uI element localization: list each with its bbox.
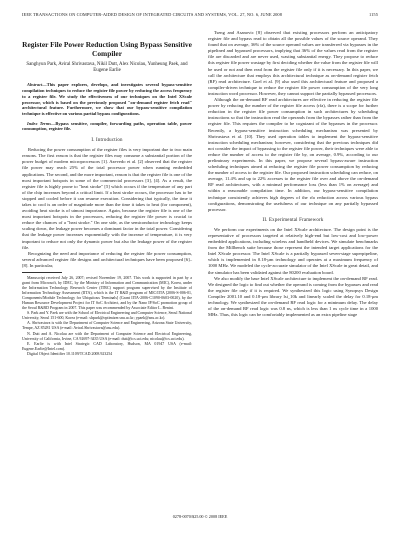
page-number: 1155 [368, 12, 378, 17]
copyright-footer: 0278-0070/$25.00 © 2008 IEEE [172, 514, 228, 519]
experimental-paragraph-1: We perform our experiments on the Intel XScale architecture. The design point is the representative of processors targeted at relatively high-end but low-cost and low-power embedded applications, including wireless and handheld devices. We simulate benchmarks from the Millbench suite because those represent the intended target applications for the Intel XScale processor. The Intel XScale is a partially bypassed seven-stage superpipeline, which is implemented in 0.18-μm technology and operates at a maximum frequency of 1000 MHz. We modeled the cycle-accurate simulator of the Intel XScale in great detail, and the simulator has been validated against the 80200 evaluation board. [208, 226, 378, 275]
journal-name: IEEE TRANSACTIONS ON COMPUTER-AIDED DESIGN OF INTEGRATED CIRCUITS AND SYSTEMS, VOL. 27, NO. 6, JUNE 2008 [22, 12, 283, 17]
section-heading-experimental-framework: II. Experimental Framework [262, 217, 324, 223]
abstract-text: —This paper explores, develops, and investigates several bypass-sensitive compilation techniques to reduce the register file power by reducing the access frequency to a register file. We study the effectiveness of our techniques on the Intel XScale processor, which is based on the previously proposed "on-demand register fetch read" architectural feature. Furthermore, we show that our bypass-sensitive compilation technique is effective on various partial bypass configurations. [22, 82, 192, 116]
footnote-divider [22, 272, 62, 273]
footnotes [22, 275, 192, 356]
footnote-manuscript: Manuscript received July 26, 2007; revised November 19, 2007. This work is supported in part by a grant from Microsoft, by IDEC, by the Ministry of Information and Communication (MIC), Korea, under the Information Technology Research Center (ITRC) support program supervised by the Institute of Information Technology Assessment (IITA), which is the IT R&D program of MIC/IITA [2006-S-006-01, Components/Module Technology for Ubiquitous Terminals] (Grant IITA-2006-C1090-0603-0020), by the Human Resource Development Project for IT SoC Architect, and by the Nano IP/SoC promotion group of the Seoul R&BD Program in 2007. This paper was recommended by Associate Editor L. Benini. [22, 275, 192, 311]
abstract [22, 82, 192, 116]
intro-paragraph-1: Reducing the power consumption of the register files is very important due to two main reasons. The first reason is that the register files may consume a substantial portion of the power budget of modern microprocessors [1]. Azevedo et al. [2] observed that the register file power may reach 25% of the total processor power when running embedded applications. The second, and the more important, reason is that the register file is one of the most important hotspots in some of the commercial processors [3], [4]. As a result, the register file is highly prone to "heat stroke" [5] which occurs if the temperature of any part of the chip increases beyond a critical limit. If a heat stroke occurs, the processor has to be stopped and cooled before it can resume execution. Considering that typically, the time it takes to cool is an order of magnitude more than the time it takes to heat (for component), avoiding heat stroke is of utmost importance. Again, because the register file is one of the most important hotspots in the processors, reducing the register file power is crucial to reduce the chances of a "heat stroke." On one side, as the semiconductor technology keeps scaling down, the leakage power becomes a dominant factor in the total power. Considering that the leakage power increases exponentially with the increase of temperature, it is very important to reduce not only the dynamic power but also the leakage power of the register file. [22, 147, 192, 250]
right-paragraph-2: Although the on-demand RF read architectures are effective in reducing the register file power by reducing the number of the register file access (rfa), there is a scope for further reduction in the register file power consumption in such architectures by scheduling instructions so that the instruction read the operands from the bypasses rather than from the register file. This requires the compiler to be cognizant of the bypasses in the processor. Recently, a bypass-sensitive instruction scheduling mechanism was presented by Shrivastava et al. [10]. They used operation tables to implement the bypass-sensitive instruction scheduling mechanism; however, considering that the previous techniques did not consider the impact of bypassing to the register file power, their techniques were able to reduce the number of access to the register file by, on average, 0.9%, according to our preliminary experiments. In this paper, we propose several bypass-aware instruction scheduling techniques aimed at reducing the register file power consumption by reducing the number of access to the register file. Our proposed instruction scheduling can reduce, on average, 11.4% and up to 22% accesses to the register file over and above the on-demand RF read architectures, with a minimal performance loss (less than 1% on average) and within a reasonable compilation time. In addition, our bypass-sensitive compilation technique consistently achieves high degrees of the rfa reduction across various bypass configurations, demonstrating the usefulness of our technique on any partially bypassed processor. [208, 97, 378, 212]
paper-title: Register File Power Reduction Using Bypass Sensitive Compiler [22, 40, 192, 58]
running-header [22, 12, 378, 20]
right-column [208, 30, 378, 318]
footnote-doi: Digital Object Identifier 10.1109/TCAD.2008.923254 [27, 350, 113, 356]
footnote-affiliation-dutt-nicolau: N. Dutt and A. Nicolau are with the Department of Computer Science and Electrical Engineering, University of California, Irvine, CA 92697-3435 USA (e-mail: dutt@ics.uci.edu; nicolau@ics.uci.edu). [22, 330, 192, 341]
index-terms-label: Index Terms [27, 120, 51, 126]
footnote-affiliation-shrivastava: A. Shrivastava is with the Department of Computer Science and Engineering, Arizona State University, Tempe, AZ 85281 USA (e-mail: Aviral.Shrivastava@asu.edu). [22, 320, 192, 331]
footnote-affiliation-earlie: E. Earlie is with Intel Strategic CAD Laboratory, Hudson, MA 01947 USA (e-mail: Eugene.Earlie@Intel.com). [22, 340, 192, 351]
footnote-affiliation-park-paek: S. Park and Y. Paek are with the School of Electrical Engineering and Computer Science, Seoul National University, Seoul 151-600, Korea (e-mail: shpark@optimizer.snu.ac.kr; ypaek@snu.ac.kr). [22, 310, 193, 321]
author-list: Sanghyun Park, Aviral Shrivastava, Nikil Dutt, Alex Nicolau, Yunheung Paek, and Eugene Earlie [26, 62, 188, 74]
experimental-paragraph-2: We also modify the base Intel XScale architecture to implement the on-demand RF read. We designed the logic to find out whether the operand is coming from the bypasses and read the register file only if it is required. We synthesized this logic using Synopsys Design Compiler 2001.10 and 0.18-μm library lsi_10k and linearly scaled the delay for 0.18-μm technology. We synthesized the on-demand RF read logic for a minimum delay. The delay of the on-demand RF read logic was 0.8 ns, which is less than 1 ns cycle time in a 1000 MHz. Thus, this logic can be comfortably implemented as an extra pipeline stage [208, 275, 378, 318]
left-column [22, 30, 192, 356]
index-terms-text: —Bypass sensitive, compiler, forwarding paths, operation table, power consumption, register file. [22, 120, 193, 132]
right-paragraph-1: Tseng and Asanovic [8] observed that existing processors perform an anticipatory register file and bypass read to obtain all the possible values of the source operand. They found that on average, 36% of the source operand values are transferred via bypasses in the pipelined and bypassed processors, implying that 36% of the values read from the register file are discarded and are never used, wasting substantial energy. They propose to reduce this register file power wastage by first deciding whether the value from the register file will be used or not and then read from the register file only if it is necessary. In this paper, we call the architecture that employs this architectural technique as on-demand register fetch (RF) read architecture. Goel et al. [9] also used this architectural feature and proposed a compiler-driven technique to reduce the register file power consumption of the very long instruction word processor. However, they cannot support the partially bypassed processors. [208, 30, 378, 96]
abstract-label: Abstract [27, 82, 43, 88]
section-heading-introduction: I. Introduction [91, 138, 123, 144]
index-terms [22, 121, 192, 132]
intro-paragraph-2: Recognizing the need and importance of reducing the register file power consumption, several advanced register file designs and architectural techniques have been proposed [6]–[8]. In particular, [22, 250, 192, 268]
